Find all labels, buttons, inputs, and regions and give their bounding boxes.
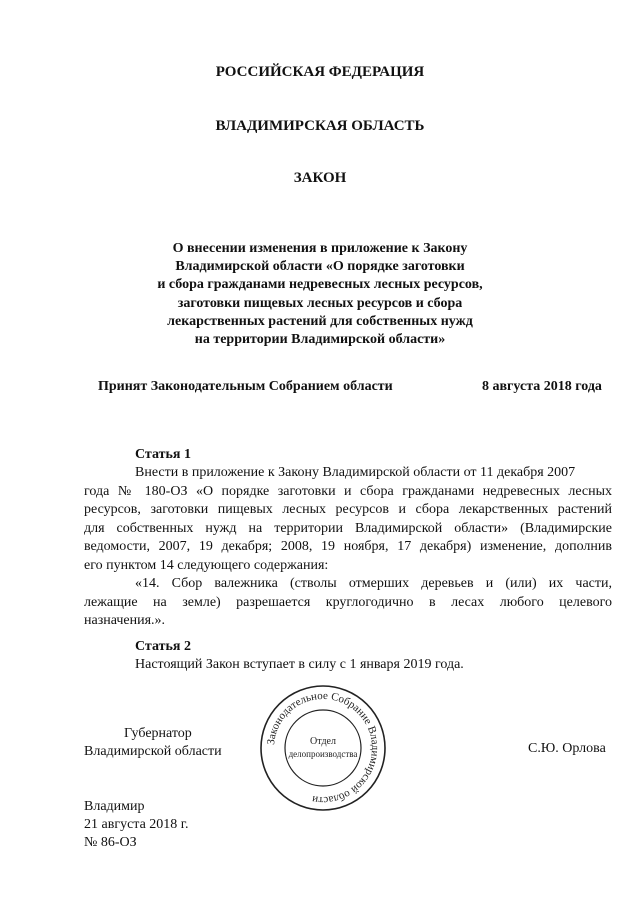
article1-line: для собственных нужд на территории Владимирской области» (Владимирские	[84, 520, 612, 536]
title-line: на территории Владимирской области»	[194, 332, 446, 348]
article1-line: года № 180-ОЗ «О порядке заготовки и сбора гражданами недревесных лесных	[84, 483, 612, 499]
title-line: лекарственных растений для собственных нужд	[167, 313, 473, 329]
article1-line: его пунктом 14 следующего содержания:	[84, 557, 329, 573]
stamp-center-line: делопроизводства	[288, 749, 358, 759]
article1-heading: Статья 1	[135, 447, 191, 462]
adopted-by: Принят Законодательным Собранием области	[98, 379, 393, 394]
article1-line: Внести в приложение к Закону Владимирской области от 11 декабря 2007	[135, 465, 576, 480]
quoted-clause-line: лежащие на земле) разрешается круглогодично в лесах любого целевого	[84, 594, 612, 610]
country-heading: РОССИЙСКАЯ ФЕДЕРАЦИЯ	[215, 64, 425, 80]
article2-text: Настоящий Закон вступает в силу с 1 января 2019 года.	[135, 657, 464, 672]
title-line: О внесении изменения в приложение к Закону	[172, 241, 468, 256]
footer-city: Владимир	[84, 799, 145, 814]
title-line: и сбора гражданами недревесных лесных ресурсов,	[157, 277, 483, 293]
region-heading: ВЛАДИМИРСКАЯ ОБЛАСТЬ	[215, 118, 425, 134]
signatory-name: С.Ю. Орлова	[528, 741, 606, 756]
official-stamp	[258, 683, 388, 813]
doc-type-heading: ЗАКОН	[293, 170, 347, 186]
footer-number: № 86-ОЗ	[84, 835, 137, 850]
adoption-date: 8 августа 2018 года	[482, 379, 602, 394]
title-line: заготовки пищевых лесных ресурсов и сбора	[177, 295, 463, 311]
stamp-center-line: Отдел	[310, 736, 336, 747]
article2-heading: Статья 2	[135, 639, 191, 654]
quoted-clause-line: «14. Сбор валежника (стволы отмерших деревьев и (или) их части,	[135, 576, 612, 591]
law-title	[0, 240, 640, 349]
stamp-ring-text: Законодательное Собрание Владимирской области	[265, 689, 382, 807]
signatory-position: Губернатор	[124, 726, 192, 741]
article1-text	[84, 464, 612, 631]
signatory-position-region: Владимирской области	[84, 744, 222, 759]
footer-date: 21 августа 2018 г.	[84, 817, 189, 832]
title-line: Владимирской области «О порядке заготовки	[175, 259, 465, 275]
article1-line: ведомости, 2007, 19 декабря; 2008, 19 ноября, 17 декабря) изменение, дополнив	[84, 539, 612, 554]
quoted-clause-line: назначения.».	[84, 613, 166, 628]
article1-line: ресурсов, заготовки пищевых лесных ресурсов и сбора лекарственных растений	[84, 502, 612, 517]
